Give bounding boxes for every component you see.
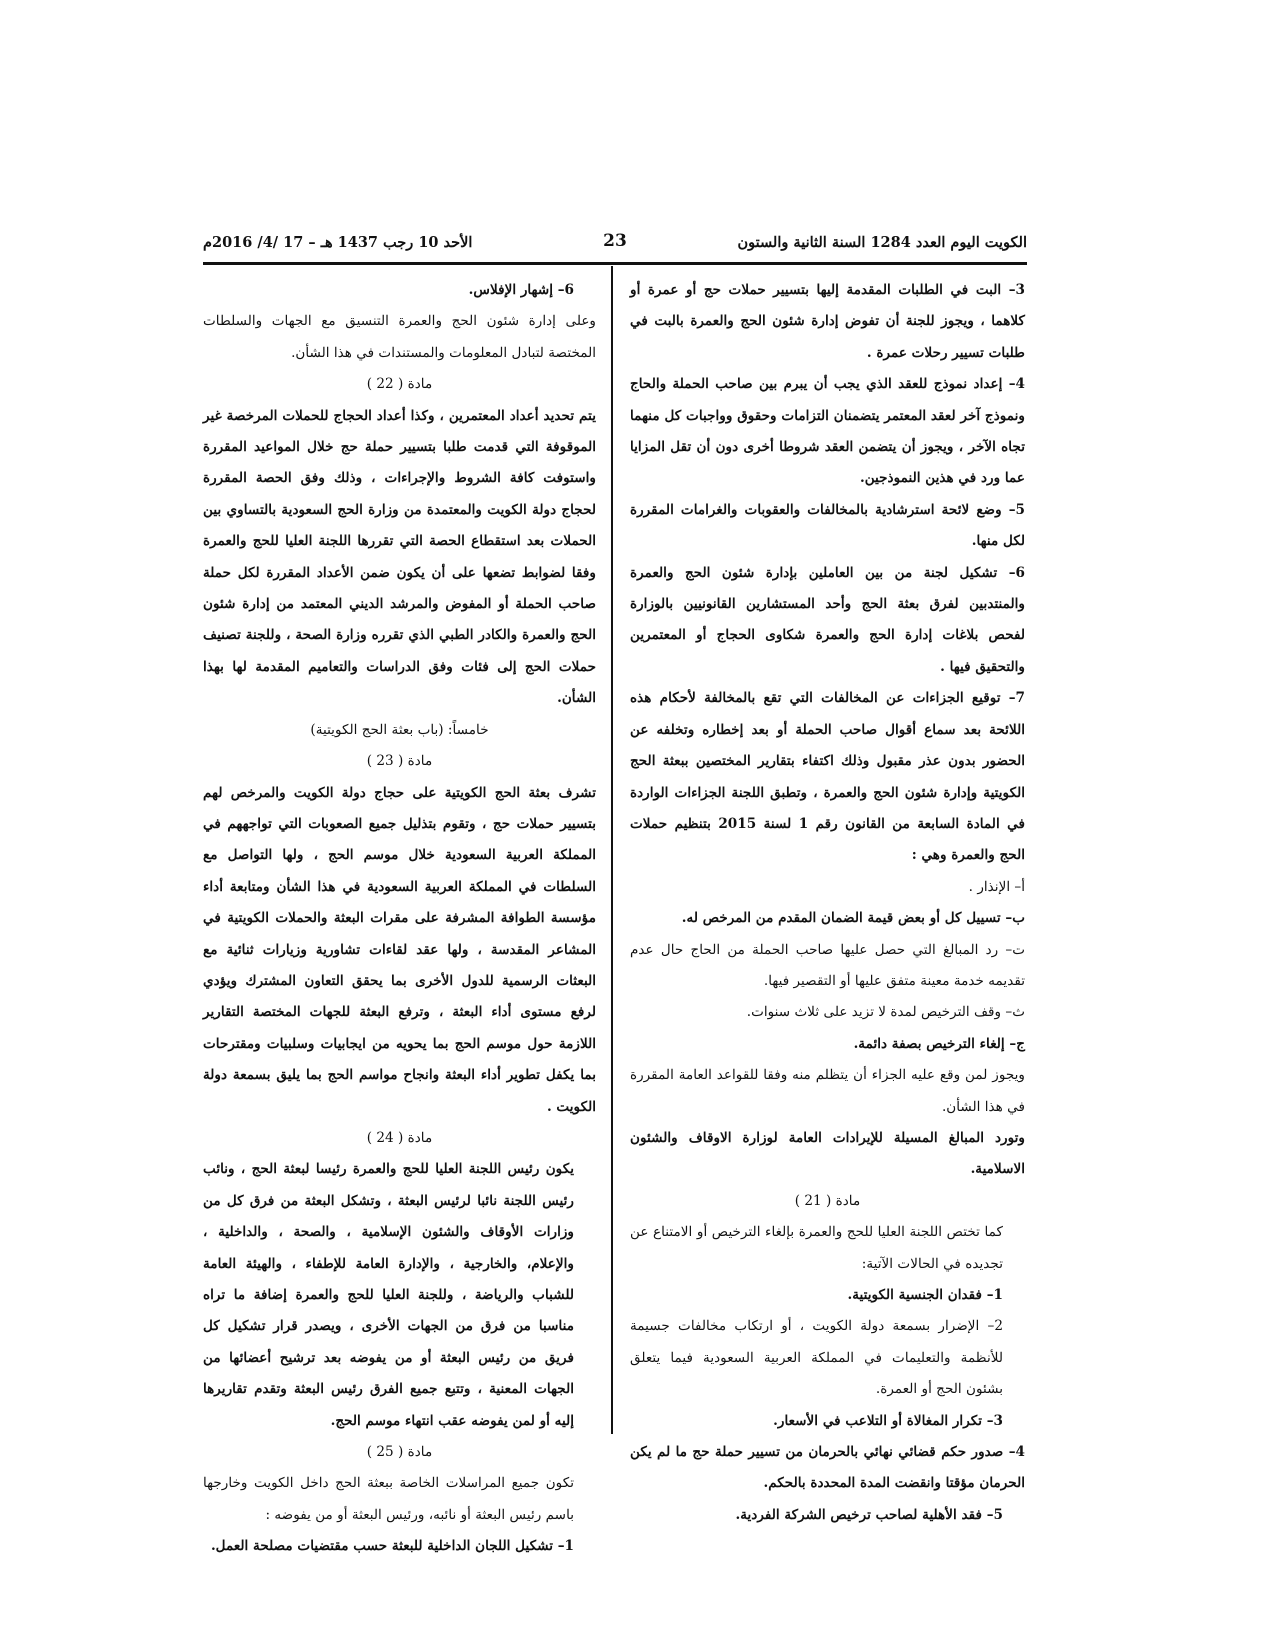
penalty-b: ب– تسييل كل أو بعض قيمة الضمان المقدم من المرخص له. — [681, 910, 1025, 927]
penalty-a: أ– الإنذار . — [968, 878, 1025, 895]
issue-date: الأحد 10 رجب 1437 هـ – 17 /4/ 2016م — [203, 234, 473, 251]
case-6: 6– إشهار الإفلاس. — [468, 282, 574, 298]
article-22-heading: مادة ( 22 ) — [366, 376, 433, 393]
case-4: 4– صدور حكم قضائي نهائي بالحرمان من تسيير حملة حج ما لم يكن الحرمان مؤقتا وانقضت المدة المحددة بالحكم. — [630, 1444, 1025, 1492]
article-25-heading: مادة ( 25 ) — [366, 1444, 433, 1461]
case-5: 5– فقد الأهلية لصاحب ترخيص الشركة الفردية. — [735, 1506, 1003, 1523]
item-7: 7– توقيع الجزاءات عن المخالفات التي تقع بالمخالفة لأحكام هذه اللائحة بعد سماع أقوال صاحب الحملة أو بعد إخطاره وتخلفه عن الحضور بدون عذر مقبول وذلك اكتفاء بتقارير المختصين ببعثة الحج الكويتية وإدارة شئون الحج والعمرة ، وتطبق اللجنة الجزاءات الواردة في المادة السابعة من القانون رقم 1 لسنة 2015 بتنظيم حملات الحج والعمرة وهي : — [630, 690, 1025, 864]
article-21-heading: مادة ( 21 ) — [794, 1192, 861, 1209]
case-1: 1– فقدان الجنسية الكويتية. — [847, 1287, 1003, 1303]
article-21-text: كما تختص اللجنة العليا للحج والعمرة بإلغاء الترخيص أو الامتناع عن تجديده في الحالات الآتية: — [630, 1224, 1003, 1272]
article-25-item-1: 1– تشكيل اللجان الداخلية للبعثة حسب مقتضيات مصلحة العمل. — [210, 1538, 574, 1555]
article-22-text: يتم تحديد أعداد المعتمرين ، وكذا أعداد الحجاج للحملات المرخصة غير الموقوفة التي قدمت طلبا بتسيير حملة حج خلال المواعيد المقررة واستوفت كافة الشروط والإجراءات ، وذلك وفق الحصة المقررة لحجاج دولة الكويت والمعتمدة من وزارة الحج السعودية بالتساوي بين الحملات بعد استقطاع الحصة التي تقررها اللجنة العليا للحج والعمرة وفقا لضوابط تضعها على أن يكون ضمن الأعداد المقررة لكل حملة صاحب الحملة أو المفوض والمرشد الديني المعتمد من إدارة شئون الحج والعمرة والكادر الطبي الذي تقرره وزارة الصحة ، وللجنة تصنيف حملات الحج إلى فئات وفق الدراسات والتعاميم المقدمة لها بهذا الشأن. — [203, 407, 596, 707]
left-column — [203, 275, 596, 1563]
header-rule — [203, 262, 1027, 265]
item-4: 4– إعداد نموذج للعقد الذي يجب أن يبرم بين صاحب الحملة والحاج ونموذج آخر لعقد المعتمر يتضمنان التزامات وحقوق وواجبات كل منهما تجاه الآخر ، ويجوز أن يتضمن العقد شروطا أخرى دون أن تقل المزايا عما ورد في هذين النموذجين. — [630, 376, 1025, 487]
appeal-paragraph: ويجوز لمن وقع عليه الجزاء أن يتظلم منه وفقا للقواعد العامة المقررة في هذا الشأن. — [630, 1067, 1025, 1115]
coordination-paragraph: وعلى إدارة شئون الحج والعمرة التنسيق مع الجهات والسلطات المختصة لتبادل المعلومات والمستندات في هذا الشأن. — [203, 313, 596, 361]
revenue-paragraph: وتورد المبالغ المسيلة للإيرادات العامة لوزارة الاوقاف والشئون الاسلامية. — [630, 1129, 1025, 1178]
article-23-heading: مادة ( 23 ) — [366, 753, 433, 770]
case-3: 3– تكرار المغالاة أو التلاعب في الأسعار. — [773, 1412, 1003, 1429]
item-5: 5– وضع لائحة استرشادية بالمخالفات والعقوبات والغرامات المقررة لكل منها. — [630, 501, 1025, 550]
article-24-heading: مادة ( 24 ) — [366, 1129, 433, 1146]
item-6: 6– تشكيل لجنة من بين العاملين بإدارة شئون الحج والعمرة والمنتدبين لفرق بعثة الحج وأحد المستشارين القانونيين بالوزارة لفحص بلاغات إدارة الحج والعمرة شكاوى الحجاج أو المعتمرين والتحقيق فيها . — [630, 564, 1025, 675]
issue-info: الكويت اليوم العدد 1284 السنة الثانية والستون — [737, 234, 1027, 251]
penalty-th: ث– وقف الترخيص لمدة لا تزيد على ثلاث سنوات. — [746, 1004, 1025, 1021]
page-number: 23 — [603, 231, 627, 251]
article-24-text: يكون رئيس اللجنة العليا للحج والعمرة رئيسا لبعثة الحج ، ونائب رئيس اللجنة نائبا لرئيس البعثة ، وتشكل البعثة من فرق كل من وزارات الأوقاف والشئون الإسلامية ، والصحة ، والداخلية ، والإعلام، والخارجية ، والإدارة العامة للإطفاء ، والهيئة العامة للشباب والرياضة ، وللجنة العليا للحج والعمرة إضافة ما تراه مناسبا من فرق من الجهات الأخرى ، ويصدر قرار تشكيل كل فريق من رئيس البعثة أو من يفوضه بعد ترشيح أعضائها من الجهات المعنية ، وتتبع جميع الفرق رئيس البعثة وتقدم تقاريرها إليه أو لمن يفوضه عقب انتهاء موسم الحج. — [203, 1161, 574, 1429]
page-header — [203, 228, 1027, 258]
penalty-j: ج– إلغاء الترخيص بصفة دائمة. — [853, 1035, 1025, 1052]
penalty-t: ت– رد المبالغ التي حصل عليها صاحب الحملة من الحاج حال عدم تقديمه خدمة معينة متفق عليها أو التقصير فيها. — [630, 941, 1025, 989]
case-2: 2– الإضرار بسمعة دولة الكويت ، أو ارتكاب مخالفات جسيمة للأنظمة والتعليمات في المملكة العربية السعودية فيما يتعلق بشئون الحج أو العمرة. — [630, 1318, 1003, 1398]
article-25-text: تكون جميع المراسلات الخاصة ببعثة الحج داخل الكويت وخارجها باسم رئيس البعثة أو نائبه، ورئيس البعثة أو من يفوضه : — [203, 1475, 574, 1523]
section-5-heading: خامساً: (باب بعثة الحج الكويتية) — [310, 721, 489, 738]
item-3: 3– البت في الطلبات المقدمة إليها بتسيير حملات حج أو عمرة أو كلاهما ، ويجوز للجنة أن تفوض إدارة شئون الحج والعمرة بالبت في طلبات تسيير رحلات عمرة . — [630, 282, 1025, 361]
article-23-text: تشرف بعثة الحج الكويتية على حجاج دولة الكويت والمرخص لهم بتسيير حملات حج ، وتقوم بتذليل جميع الصعوبات التي تواجههم في المملكة العربية السعودية خلال موسم الحج ، ولها التواصل مع السلطات في المملكة العربية السعودية في هذا الشأن ومتابعة أداء مؤسسة الطوافة المشرفة على مقرات البعثة والحملات الكويتية في المشاعر المقدسة ، ولها عقد لقاءات تشاورية وزيارات ثنائية مع البعثات الرسمية للدول الأخرى بما يحقق التعاون المشترك ويؤدي لرفع مستوى أداء البعثة ، وترفع البعثة للجهات المختصة التقارير اللازمة حول موسم الحج بما يحويه من ايجابيات وسلبيات ومقترحات بما يكفل تطوير أداء البعثة وانجاح مواسم الحج بما يليق بسمعة دولة الكويت . — [203, 784, 596, 1115]
column-divider — [611, 266, 613, 1434]
right-column — [630, 275, 1025, 1531]
